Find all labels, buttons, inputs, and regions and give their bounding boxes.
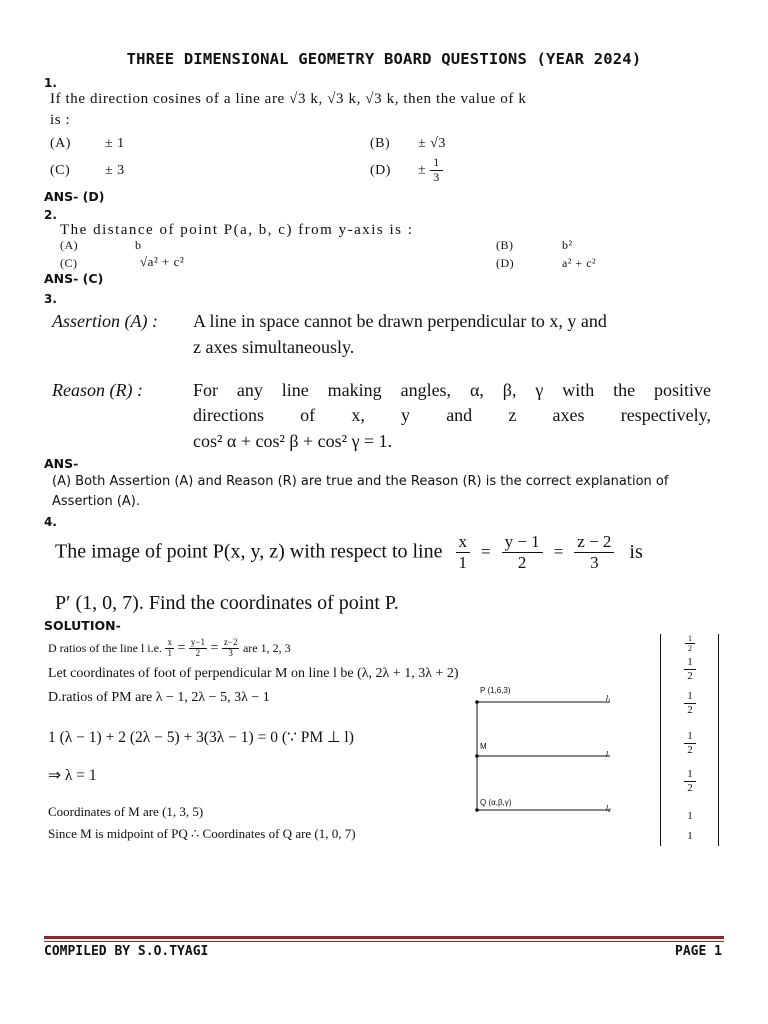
- q1-option-d-pm: ±: [418, 162, 427, 178]
- solution-equals-1: =: [177, 640, 186, 656]
- q2-option-b: b²: [562, 238, 573, 252]
- q3-answer-text: (A) Both Assertion (A) and Reason (R) are true and the Reason (R) is the correct explanation of Assertion (A).: [52, 474, 669, 509]
- solution-frac-3-den: 3: [228, 647, 233, 658]
- q4-text-b: is: [629, 540, 643, 563]
- question-4-line-2: P′ (1, 0, 7). Find the coordinates of point P.: [55, 592, 399, 614]
- q1-answer: ANS- (D): [44, 189, 105, 204]
- assertion-line-2: z axes simultaneously.: [193, 337, 355, 357]
- figure-point-m: [475, 754, 479, 758]
- q2-option-d-label: (D): [496, 256, 515, 270]
- q4-frac-3-num: z − 2: [574, 532, 614, 553]
- solution-step-2: Let coordinates of foot of perpendicular M on line l be (λ, 2λ + 1, 3λ + 2): [48, 666, 459, 681]
- reason-line-3: cos² α + cos² β + cos² γ = 1.: [193, 431, 393, 451]
- footer-author: COMPILED BY S.O.TYAGI: [44, 944, 209, 959]
- mark-1-den: 2: [688, 644, 692, 654]
- question-2-line-1: The distance of point P(a, b, c) from y-axis is :: [60, 222, 414, 238]
- q1-option-b-label: (B): [370, 136, 391, 151]
- figure-label-l1: l₁: [606, 694, 611, 703]
- question-4-line-1: [55, 532, 643, 572]
- footer-page-number: PAGE 1: [675, 944, 722, 959]
- solution-frac-3-num: z−2: [223, 637, 238, 647]
- solution-step-6: Coordinates of M are (1, 3, 5): [48, 804, 204, 819]
- solution-equals-2: =: [210, 640, 219, 656]
- q1-option-c-label: (C): [50, 163, 71, 178]
- solution-step-7: Since M is midpoint of PQ ∴ Coordinates of Q are (1, 0, 7): [48, 826, 356, 841]
- q1-option-b: ± √3: [418, 136, 446, 151]
- solution-frac-2-den: 2: [195, 647, 201, 658]
- q4-frac-2-den: 2: [517, 552, 527, 572]
- question-1-line-1: If the direction cosines of a line are √3 k, √3 k, √3 k, then the value of k: [50, 91, 527, 107]
- q2-option-b-label: (B): [496, 238, 514, 252]
- mark-4: [672, 730, 708, 756]
- q4-equals-2: =: [553, 542, 564, 562]
- q4-frac-1-num: x: [456, 532, 471, 553]
- figure-point-q: [475, 808, 479, 812]
- solution-step-4: 1 (λ − 1) + 2 (2λ − 5) + 3(3λ − 1) = 0 (∵ PM ⊥ l): [48, 729, 354, 746]
- mark-1: [672, 634, 708, 653]
- solution-step-1-text-b: are 1, 2, 3: [242, 640, 291, 655]
- solution-label: SOLUTION-: [44, 618, 121, 633]
- solution-frac-1-den: 1: [167, 647, 172, 658]
- figure-point-p: [475, 700, 479, 704]
- q2-answer: ANS- (C): [44, 271, 104, 286]
- reason-line-1: For any line making angles, α, β, γ with the positive: [193, 380, 711, 400]
- mark-2-num: 1: [684, 656, 696, 670]
- mark-6: 1: [687, 810, 693, 822]
- figure-label-p: P (1,6,3): [480, 686, 511, 695]
- question-number-1: 1.: [44, 76, 57, 90]
- q1-option-d-denominator: 3: [433, 169, 440, 184]
- figure-label-q: Q (α,β,γ): [480, 798, 512, 807]
- q2-option-a: b: [135, 238, 142, 252]
- figure-label-m: M: [480, 742, 487, 751]
- q4-equals-1: =: [481, 542, 491, 562]
- q4-frac-1-den: 1: [458, 552, 467, 572]
- solution-step-3: D.ratios of PM are λ − 1, 2λ − 5, 3λ − 1: [48, 690, 270, 705]
- q4-text-a: The image of point P(x, y, z) with respect to line: [55, 540, 443, 563]
- marks-divider-left: [660, 634, 661, 846]
- marks-divider-right: [718, 634, 719, 846]
- q2-option-d: a² + c²: [562, 256, 597, 270]
- solution-frac-2-num: y−1: [190, 637, 205, 647]
- question-number-2: 2.: [44, 208, 57, 222]
- q2-option-c-label: (C): [60, 256, 78, 270]
- q2-option-a-label: (A): [60, 238, 79, 252]
- q1-option-a: ± 1: [105, 136, 125, 151]
- solution-step-1-text-a: D ratios of the line l i.e.: [48, 640, 162, 655]
- q1-option-c: ± 3: [105, 163, 125, 178]
- question-1-line-2: is :: [50, 112, 71, 128]
- q1-option-d-numerator: 1: [430, 156, 443, 171]
- q1-option-d: [418, 156, 443, 185]
- mark-5-num: 1: [684, 768, 696, 782]
- mark-5-den: 2: [687, 781, 693, 794]
- mark-5: [672, 768, 708, 794]
- question-number-4: 4.: [44, 515, 57, 529]
- q1-option-a-label: (A): [50, 136, 71, 151]
- reason-label: Reason (R) :: [52, 380, 143, 400]
- q4-frac-2-num: y − 1: [502, 532, 543, 553]
- question-number-3: 3.: [44, 292, 57, 306]
- reason-line-2: directions of x, y and z axes respectively,: [193, 405, 711, 425]
- mark-7: 1: [687, 830, 693, 842]
- q3-answer-label: ANS-: [44, 456, 79, 471]
- solution-step-1: [48, 638, 291, 659]
- mark-3: [672, 690, 708, 716]
- mark-3-den: 2: [687, 703, 693, 716]
- mark-2: [672, 656, 708, 682]
- q1-option-d-label: (D): [370, 163, 391, 178]
- page-title: THREE DIMENSIONAL GEOMETRY BOARD QUESTIONS (YEAR 2024): [126, 50, 642, 68]
- solution-frac-1-num: x: [167, 637, 172, 647]
- figure-label-l2: l₂: [606, 804, 611, 813]
- mark-2-den: 2: [687, 669, 693, 682]
- assertion-line-1: A line in space cannot be drawn perpendicular to x, y and: [193, 311, 607, 331]
- mark-4-num: 1: [684, 730, 696, 744]
- q2-option-c: √a² + c²: [140, 254, 185, 269]
- mark-3-num: 1: [684, 690, 696, 704]
- mark-1-num: 1: [685, 634, 695, 644]
- assertion-label: Assertion (A) :: [52, 311, 158, 331]
- figure-label-l: l: [606, 750, 608, 759]
- q4-frac-3-den: 3: [590, 552, 599, 572]
- solution-step-5: ⇒ λ = 1: [48, 767, 97, 784]
- footer-rule-thin: [44, 941, 724, 942]
- mark-4-den: 2: [687, 743, 693, 756]
- footer-rule-thick: [44, 936, 724, 939]
